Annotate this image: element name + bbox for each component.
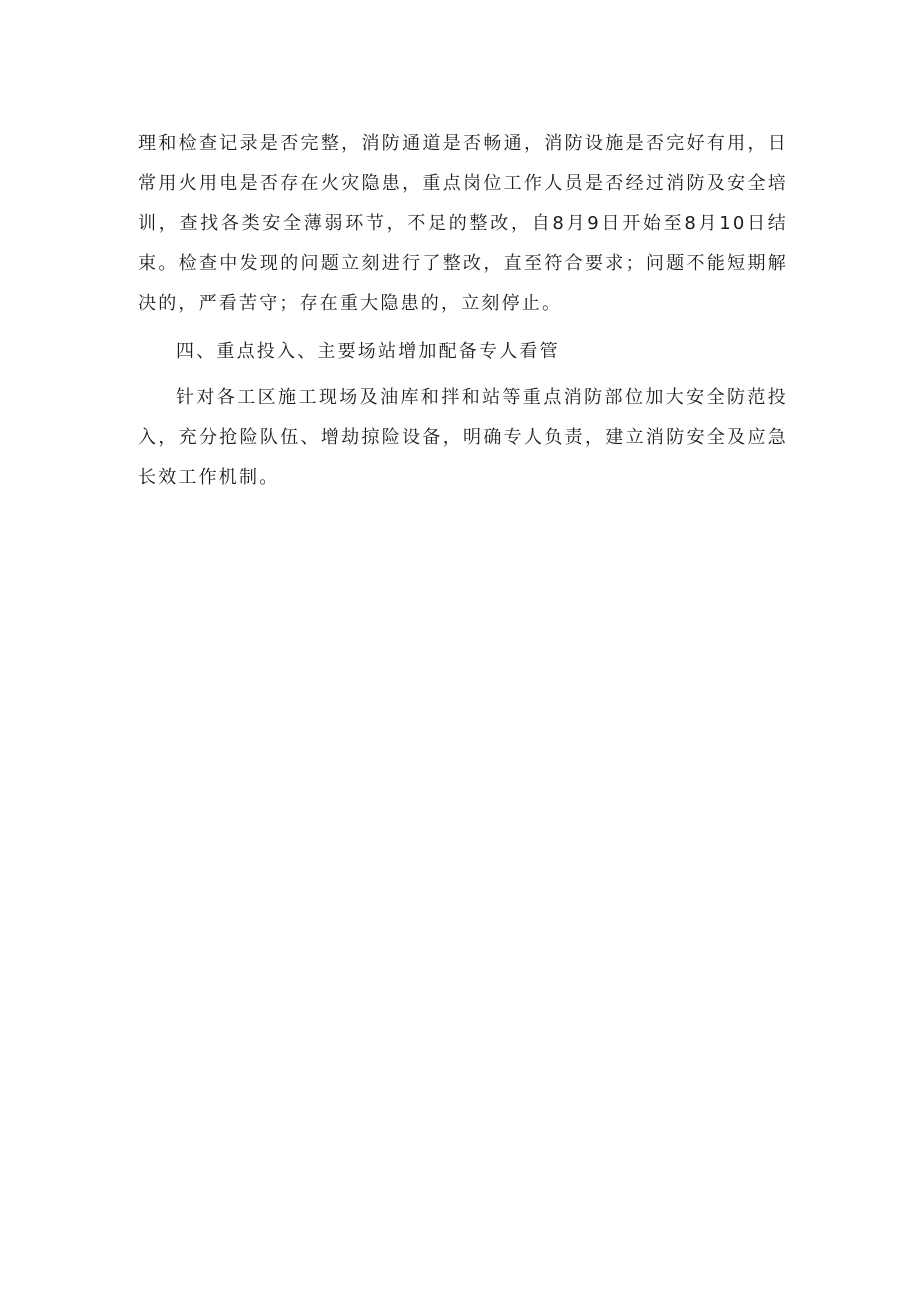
paragraph-line: 束。检查中发现的问题立刻进行了整改，直至符合要求；问题不能短期解	[138, 253, 788, 274]
paragraph-key-investment	[138, 378, 788, 498]
paragraph-line: 决的，严看苦守；存在重大隐患的，立刻停止。	[138, 293, 563, 314]
document-body	[138, 124, 788, 498]
paragraph-line: 针对各工区施工现场及油库和拌和站等重点消防部位加大安全防范投	[176, 387, 788, 408]
paragraph-line: 理和检查记录是否完整，消防通道是否畅通，消防设施是否完好有用，日	[138, 133, 788, 154]
paragraph-line: 常用火用电是否存在火灾隐患，重点岗位工作人员是否经过消防及安全培	[138, 173, 788, 194]
paragraph-line: 训，查找各类安全薄弱环节，不足的整改，自8月9日开始至8月10日结	[138, 213, 788, 234]
section-heading: 四、重点投入、主要场站增加配备专人看管	[176, 341, 560, 362]
paragraph-line: 入，充分抢险队伍、增劫掠险设备，明确专人负责，建立消防安全及应急	[138, 427, 788, 448]
paragraph-fire-inspection	[138, 124, 788, 324]
paragraph-line: 长效工作机制。	[138, 467, 280, 488]
